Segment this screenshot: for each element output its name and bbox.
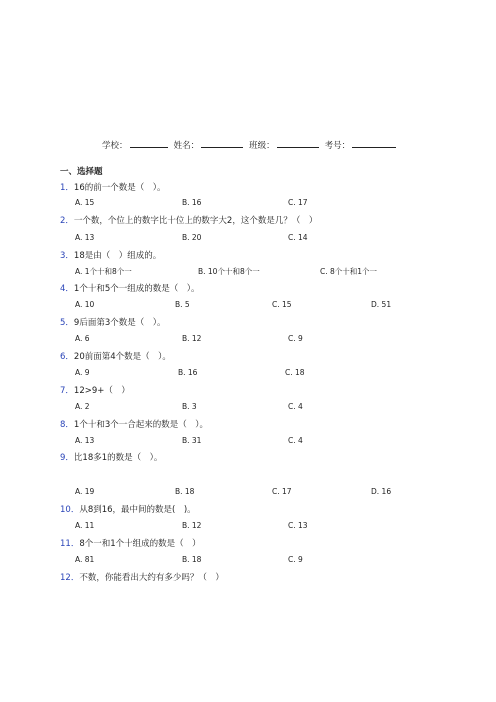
option[interactable]: C. 15 <box>272 300 292 309</box>
option[interactable]: B. 12 <box>182 334 202 343</box>
question-11: 11．8个一和1个十组成的数是（ ） <box>60 539 201 549</box>
option[interactable]: B. 18 <box>182 555 202 564</box>
question-4: 4．1个十和5个一组成的数是（ ）。 <box>60 284 200 294</box>
option[interactable]: C. 4 <box>288 402 303 411</box>
option[interactable]: C. 17 <box>288 198 308 207</box>
option[interactable]: A. 19 <box>75 487 95 496</box>
option[interactable]: B. 20 <box>182 233 202 242</box>
option[interactable]: A. 9 <box>75 368 90 377</box>
option[interactable]: B. 12 <box>182 521 202 530</box>
student-info-line <box>102 138 402 151</box>
question-2: 2．一个数，个位上的数字比十位上的数字大2，这个数是几？（ ） <box>60 216 318 226</box>
option[interactable]: A. 81 <box>75 555 95 564</box>
exam-no-blank <box>352 138 396 148</box>
option[interactable]: A. 15 <box>75 198 95 207</box>
option[interactable]: A. 10 <box>75 300 95 309</box>
option[interactable]: C. 17 <box>272 487 292 496</box>
question-5: 5．9后面第3个数是（ ）。 <box>60 318 166 328</box>
option[interactable]: A. 13 <box>75 233 95 242</box>
option[interactable]: C. 9 <box>288 555 303 564</box>
option[interactable]: B. 3 <box>182 402 197 411</box>
question-1: 1．16的前一个数是（ ）。 <box>60 183 166 193</box>
question-7: 7．12>9+（ ） <box>60 386 130 396</box>
option[interactable]: A. 1个十和8个一 <box>75 267 132 276</box>
question-9: 9．比18多1的数是（ ）。 <box>60 453 163 463</box>
option[interactable]: A. 6 <box>75 334 90 343</box>
option[interactable]: A. 13 <box>75 436 95 445</box>
option[interactable]: B. 5 <box>175 300 190 309</box>
option[interactable]: A. 2 <box>75 402 90 411</box>
class-label: 班级： <box>249 141 275 151</box>
question-12: 12．不数，你能看出大约有多少吗？（ ） <box>60 573 224 583</box>
question-3: 3．18是由（ ）组成的。 <box>60 251 162 261</box>
section-title: 一、选择题 <box>60 167 103 177</box>
option[interactable]: C. 18 <box>285 368 305 377</box>
exam-no-label: 考号： <box>324 141 351 151</box>
option[interactable]: B. 16 <box>178 368 198 377</box>
option[interactable]: C. 9 <box>288 334 303 343</box>
option[interactable]: C. 13 <box>288 521 308 530</box>
class-blank <box>277 138 319 148</box>
option[interactable]: B. 10个十和8个一 <box>198 267 260 276</box>
name-label: 姓名： <box>173 141 200 151</box>
question-10: 10．从8到16，最中间的数是( )。 <box>60 505 196 515</box>
option[interactable]: C. 14 <box>288 233 308 242</box>
question-6: 6．20前面第4个数是（ ）。 <box>60 352 171 362</box>
option[interactable]: B. 31 <box>182 436 202 445</box>
name-blank <box>201 138 243 148</box>
option[interactable]: D. 51 <box>371 300 392 309</box>
school-label: 学校： <box>102 141 128 151</box>
option[interactable]: D. 16 <box>371 487 392 496</box>
option[interactable]: A. 11 <box>75 521 95 530</box>
option[interactable]: B. 18 <box>175 487 195 496</box>
question-8: 8．1个十和3个一合起来的数是（ ）。 <box>60 420 208 430</box>
option[interactable]: C. 8个十和1个一 <box>320 267 378 276</box>
option[interactable]: B. 16 <box>182 198 202 207</box>
school-blank <box>130 138 168 148</box>
option[interactable]: C. 4 <box>288 436 303 445</box>
